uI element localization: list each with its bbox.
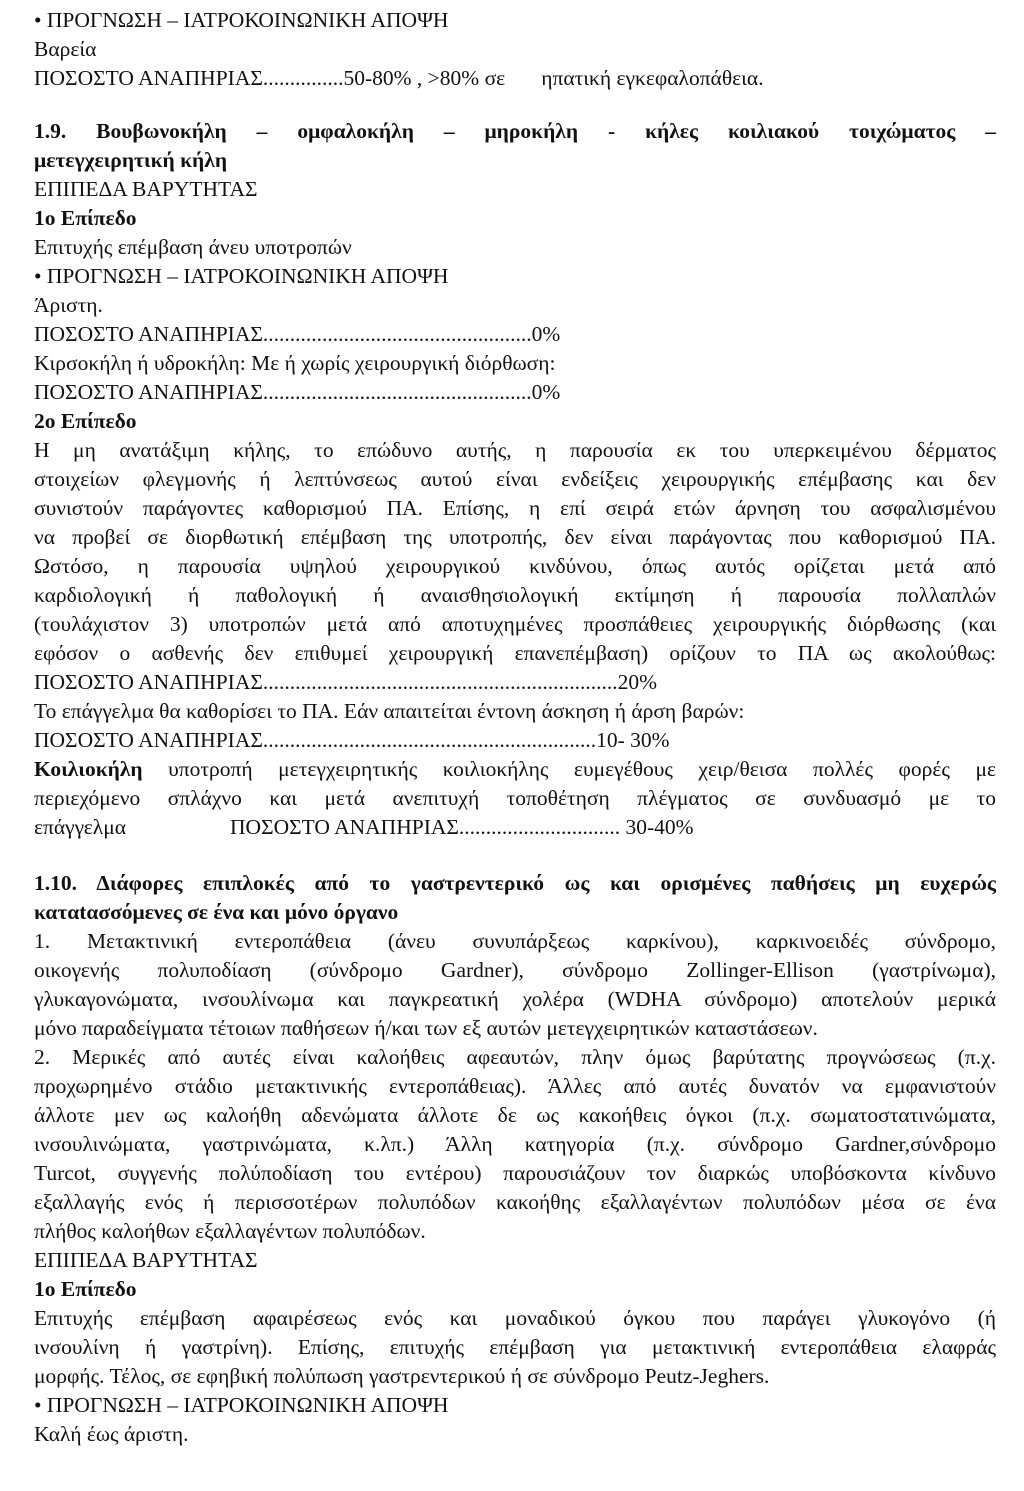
disability-percentage-line <box>34 378 996 407</box>
paragraph-line: 1. Μετακτινική εντεροπάθεια (άνευ συνυπάρξεως καρκίνου), καρκινοειδές σύνδρομο, <box>34 929 996 953</box>
disability-percentage-line <box>34 320 996 349</box>
severity-levels-heading: ΕΠΙΠΕΔΑ ΒΑΡΥΤΗΤΑΣ <box>34 177 258 201</box>
level-1-heading: 1ο Επίπεδο <box>34 206 137 230</box>
leader-dots: .................................................................. <box>262 670 618 694</box>
leader-dots: ............... <box>262 66 344 90</box>
percentage-value: 50-80% , >80% <box>343 66 480 90</box>
percentage-label: ΠΟΣΟΣΤΟ ΑΝΑΠΗΡΙΑΣ <box>34 66 263 90</box>
occupation-text: Το επάγγελμα θα καθορίσει το ΠΑ. Εάν απαιτείται έντονη άσκηση ή άρση βαρών: <box>34 699 745 723</box>
level-2-heading: 2ο Επίπεδο <box>34 409 137 433</box>
percentage-condition: ηπατική εγκεφαλοπάθεια. <box>541 66 764 90</box>
section-title-1-9: 1.9. Βουβωνοκήλη – ομφαλοκήλη – μηροκήλη - κήλες κοιλιακού τοιχώματος – <box>34 119 996 143</box>
level-1-text: Επιτυχής επέμβαση άνευ υποτροπών <box>34 235 352 259</box>
prognosis-value: Άριστη. <box>34 293 103 317</box>
section-title-1-10: 1.10. Διάφορες επιπλοκές από το γαστρεντερικό ως και ορισμένες παθήσεις μη ευχερώς <box>34 871 996 895</box>
percentage-label: ΠΟΣΟΣΤΟ ΑΝΑΠΗΡΙΑΣ <box>34 670 263 694</box>
prognosis-value: Καλή έως άριστη. <box>34 1422 189 1446</box>
paragraph-line: Ωστόσο, η παρουσία υψηλού χειρουργικού κινδύνου, όπως αυτός ορίζεται μετά από <box>34 554 996 578</box>
percentage-label: ΠΟΣΟΣΤΟ ΑΝΑΠΗΡΙΑΣ <box>34 728 263 752</box>
disability-percentage-line <box>34 668 996 697</box>
percentage-tail: σε <box>484 66 506 90</box>
percentage-label: ΠΟΣΟΣΤΟ ΑΝΑΠΗΡΙΑΣ <box>230 815 459 839</box>
paragraph-line: Επιτυχής επέμβαση αφαιρέσεως ενός και μοναδικού όγκου που παράγει γλυκογόνο (ή <box>34 1306 996 1330</box>
paragraph-line: Turcot, συγγενής πολύποδίαση του εντέρου) παρουσιάζουν τον διαρκώς υποβόσκοντα κίνδυνο <box>34 1161 996 1185</box>
document-page <box>34 6 996 1449</box>
paragraph-line: καρδιολογική ή παθολογική ή αναισθησιολογική εκτίμηση ή παρουσία πολλαπλών <box>34 583 996 607</box>
leader-dots: .................................................. <box>262 322 532 346</box>
section-title-1-10-cont: καταtασσόμενες σε ένα και μόνο όργανο <box>34 900 399 924</box>
paragraph-line: γλυκαγονώματα, ινσουλίνωμα και παγκρεατική χολέρα (WDHA σύνδρομο) αποτελούν μερικά <box>34 987 996 1011</box>
percentage-label: ΠΟΣΟΣΤΟ ΑΝΑΠΗΡΙΑΣ <box>34 380 263 404</box>
celiocele-occupation: επάγγελμα <box>34 815 127 839</box>
paragraph-line: εφόσον ο ασθενής δεν επιθυμεί χειρουργική επανεπέμβαση) ορίζουν το ΠΑ ως ακολούθως: <box>34 641 996 665</box>
paragraph-line: να προβεί σε διορθωτική επέμβαση της υποτροπής, δεν είναι παράγοντας που καθορισμού ΠΑ. <box>34 525 996 549</box>
paragraph-line: πλήθος καλοήθων εξαλλαγέντων πολυπόδων. <box>34 1219 426 1243</box>
percentage-value: 0% <box>531 322 561 346</box>
level-1-heading: 1ο Επίπεδο <box>34 1277 137 1301</box>
leader-dots: .............................................................. <box>262 728 597 752</box>
severity-levels-heading: ΕΠΙΠΕΔΑ ΒΑΡΥΤΗΤΑΣ <box>34 1248 258 1272</box>
percentage-value: 10- 30% <box>596 728 670 752</box>
prognosis-value: Βαρεία <box>34 37 97 61</box>
percentage-value: 0% <box>531 380 561 404</box>
paragraph-line: συνιστούν παράγοντες καθορισμού ΠΑ. Επίσης, η επί σειρά ετών άρνηση του ασφαλισμένου <box>34 496 996 520</box>
prognosis-heading: • ΠΡΟΓΝΩΣΗ – ΙΑΤΡΟΚΟΙΝΩΝΙΚΗ ΑΠΟΨΗ <box>34 8 449 32</box>
paragraph-line: περιεχόμενο σπλάχνο και μετά ανεπιτυχή τοποθέτηση πλέγματος σε συνδυασμό με το <box>34 786 996 810</box>
paragraph-line: άλλοτε μεν ως καλοήθη αδενώματα άλλοτε δε ως κακοήθεις όγκοι (π.χ. σωματοστατινώματα, <box>34 1103 996 1127</box>
paragraph-line: μορφής. Τέλος, σε εφηβική πολύπωση γαστρεντερικού ή σε σύνδρομο Peutz-Jeghers. <box>34 1364 770 1388</box>
celiocele-line <box>34 755 996 784</box>
paragraph-line: προχωρημένο στάδιο μετακτινικής εντεροπάθειας). Άλλες από αυτές δυνατόν να εμφανιστούν <box>34 1074 996 1098</box>
disability-percentage-line <box>34 813 996 842</box>
celiocele-text: υποτροπή μετεγχειρητικής κοιλιοκήλης ευμεγέθους χειρ/θεισα πολλές φορές με <box>168 757 997 781</box>
section-title-1-9-cont: μετεγχειρητική κήλη <box>34 148 228 172</box>
paragraph-line: οικογενής πολυποδίαση (σύνδρομο Gardner), σύνδρομο Zollinger-Ellison (γαστρίνωμα), <box>34 958 996 982</box>
paragraph-line: (τουλάχιστον 3) υποτροπών μετά από αποτυχημένες προσπάθειες χειρουργικής διόρθωσης (και <box>34 612 996 636</box>
varicocele-text: Κιρσοκήλη ή υδροκήλη: Με ή χωρίς χειρουργική διόρθωση: <box>34 351 556 375</box>
percentage-label: ΠΟΣΟΣΤΟ ΑΝΑΠΗΡΙΑΣ <box>34 322 263 346</box>
prognosis-heading: • ΠΡΟΓΝΩΣΗ – ΙΑΤΡΟΚΟΙΝΩΝΙΚΗ ΑΠΟΨΗ <box>34 264 449 288</box>
disability-percentage-line <box>34 64 996 93</box>
percentage-value: 20% <box>617 670 658 694</box>
paragraph-line: Η μη ανατάξιμη κήλης, το επώδυνο αυτής, η παρουσία εκ του υπερκειμένου δέρματος <box>34 438 996 462</box>
section-gap <box>34 842 996 869</box>
paragraph-line: 2. Μερικές από αυτές είναι καλοήθεις αφεαυτών, πλην όμως βαρύτατης προγνώσεως (π.χ. <box>34 1045 996 1069</box>
prognosis-heading: • ΠΡΟΓΝΩΣΗ – ΙΑΤΡΟΚΟΙΝΩΝΙΚΗ ΑΠΟΨΗ <box>34 1393 449 1417</box>
paragraph-line: εξαλλαγής ενός ή περισσοτέρων πολυπόδων κακοήθης εξαλλαγέντων πολυπόδων μέσα σε ένα <box>34 1190 996 1214</box>
disability-percentage-line <box>34 726 996 755</box>
percentage-value: 30-40% <box>625 815 694 839</box>
paragraph-line: ινσουλινώματα, γαστρινώματα, κ.λπ.) Άλλη κατηγορία (π.χ. σύνδρομο Gardner,σύνδρομο <box>34 1132 996 1156</box>
paragraph-line: ινσουλίνη ή γαστρίνη). Επίσης, επιτυχής επέμβαση για μετακτινική εντεροπάθεια ελαφράς <box>34 1335 996 1359</box>
paragraph-line: στοιχείων φλεγμονής ή λεπτύνσεως αυτού είναι ενδείξεις χειρουργικής επέμβασης και δεν <box>34 467 996 491</box>
leader-dots: .............................. <box>458 815 621 839</box>
paragraph-line: μόνο παραδείγματα τέτοιων παθήσεων ή/και των εξ αυτών μετεγχειρητικών καταστάσεων. <box>34 1016 818 1040</box>
celiocele-term: Κοιλιοκήλη <box>34 757 143 781</box>
leader-dots: .................................................. <box>262 380 532 404</box>
section-gap <box>34 93 996 117</box>
